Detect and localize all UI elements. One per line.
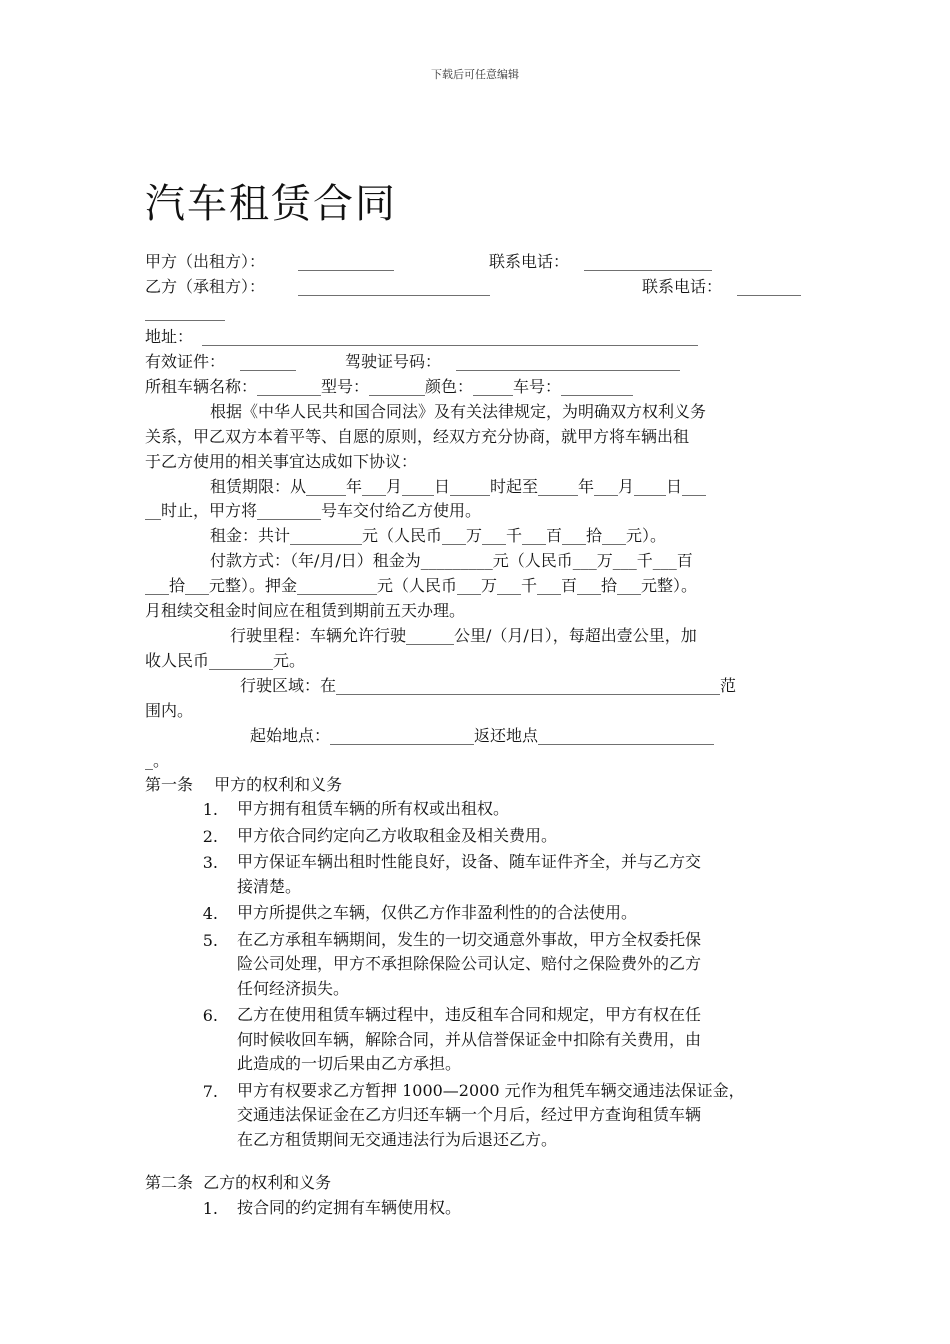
article-1-item-text: 甲方保证车辆出租时性能良好，设备、随车证件齐全，并与乙方交 [237, 852, 702, 871]
article-2-heading: 第二条 乙方的权利和义务 [145, 1173, 332, 1192]
license-label: 驾驶证号码： [345, 352, 442, 371]
article-1-item-number: 2. [202, 826, 218, 846]
party-a-blank: ____________ [298, 252, 394, 271]
article-1-item-text: 在乙方承租车辆期间，发生的一切交通意外事故，甲方全权委托保 [237, 929, 702, 949]
intro-line-1: 根据《中华人民共和国合同法》及有关法律规定，为明确双方权利义务 [210, 402, 707, 421]
area-line-2: 围内。 [145, 701, 194, 720]
party-b-phone-cont: __________ [145, 302, 225, 321]
article-2-item-number: 1. [202, 1199, 218, 1218]
rent-line: 租金：共计_________元（人民币___万___千___百___拾___元）。 [210, 526, 667, 545]
mileage-line-2: 收人民币________元。 [145, 651, 306, 670]
intro-line-2: 关系，甲乙双方本着平等、自愿的原则，经双方充分协商，就甲方将车辆出租 [145, 427, 690, 446]
article-1-item-text: 此造成的一切后果由乙方承担。 [237, 1054, 462, 1073]
payment-line-3: 月租续交租金时间应在租赁到期前五天办理。 [145, 601, 466, 620]
article-1-item-text: 何时候收回车辆，解除合同，并从信誉保证金中扣除有关费用，由 [237, 1029, 702, 1049]
article-1-item-text: 任何经济损失。 [237, 978, 350, 998]
article-1-item-text: 接清楚。 [237, 876, 302, 896]
license-blank: ____________________________ [456, 352, 680, 371]
party-b-label: 乙方（承租方）： [145, 277, 266, 296]
party-a-label: 甲方（出租方）： [145, 252, 266, 271]
party-b-blank: ________________________ [298, 277, 490, 296]
article-1-item-text: 甲方依合同约定向乙方收取租金及相关费用。 [237, 825, 558, 845]
locations-line-2: _。 [145, 751, 170, 770]
id-blank: _______ [240, 352, 296, 371]
vehicle-line: 所租车辆名称：________型号：_______颜色：_____车号：_________ [145, 377, 634, 396]
lease-term-line-2: __时止，甲方将________号车交付给乙方使用。 [145, 501, 482, 520]
party-b-phone-label: 联系电话： [642, 277, 723, 296]
id-label: 有效证件： [145, 352, 226, 371]
party-a-phone-blank: ________________ [584, 252, 712, 271]
article-1-item-number: 4. [202, 904, 218, 923]
article-1-item-number: 1. [202, 800, 218, 819]
page-header: 下载后可任意编辑 [431, 68, 519, 81]
article-1-item-text: 在乙方租赁期间无交通违法行为后退还乙方。 [237, 1129, 558, 1149]
document-title: 汽车租赁合同 [145, 181, 397, 227]
article-1-item-number: 7. [202, 1081, 218, 1101]
article-1-item-number: 5. [202, 930, 218, 950]
locations-line-1: 起始地点：__________________返还地点______________________ [250, 726, 715, 745]
mileage-line-1: 行驶里程：车辆允许行驶______公里/（月/日），每超出壹公里，加 [230, 626, 697, 645]
payment-line-1: 付款方式：（年/月/日）租金为_________元（人民币___万___千___百 [210, 551, 693, 570]
article-1-heading: 第一条 甲方的权利和义务 [145, 775, 343, 794]
payment-line-2: ___拾___元整）。押金__________元（人民币___万___千___百___拾___元整）。 [145, 576, 698, 595]
article-1-item-text: 交通违法保证金在乙方归还车辆一个月后，经过甲方查询租赁车辆 [237, 1105, 702, 1124]
article-2-item-text: 按合同的约定拥有车辆使用权。 [237, 1198, 462, 1217]
article-1-item-number: 6. [202, 1006, 218, 1025]
party-a-phone-label: 联系电话： [489, 252, 570, 271]
lease-term-line-1: 租赁期限：从_____年___月____日_____时起至_____年___月____日___ [210, 477, 707, 496]
address-label: 地址： [145, 327, 194, 346]
intro-line-3: 于乙方使用的相关事宜达成如下协议： [145, 452, 418, 471]
address-blank: ______________________________________________________________ [202, 327, 698, 346]
article-1-item-text: 乙方在使用租赁车辆过程中，违反租车合同和规定，甲方有权在任 [237, 1005, 702, 1024]
article-1-item-text: 险公司处理，甲方不承担除保险公司认定、赔付之保险费外的乙方 [237, 954, 702, 973]
article-1-item-number: 3. [202, 853, 218, 872]
area-line-1: 行驶区域：在________________________________________________范 [240, 676, 737, 695]
article-1-item-text: 甲方拥有租赁车辆的所有权或出租权。 [237, 799, 510, 818]
article-1-item-text: 甲方有权要求乙方暂押 1000—2000 元作为租凭车辆交通违法保证金， [237, 1080, 745, 1100]
party-b-phone-blank: ________ [737, 277, 801, 296]
article-1-item-text: 甲方所提供之车辆，仅供乙方作非盈利性的的合法使用。 [237, 903, 638, 922]
